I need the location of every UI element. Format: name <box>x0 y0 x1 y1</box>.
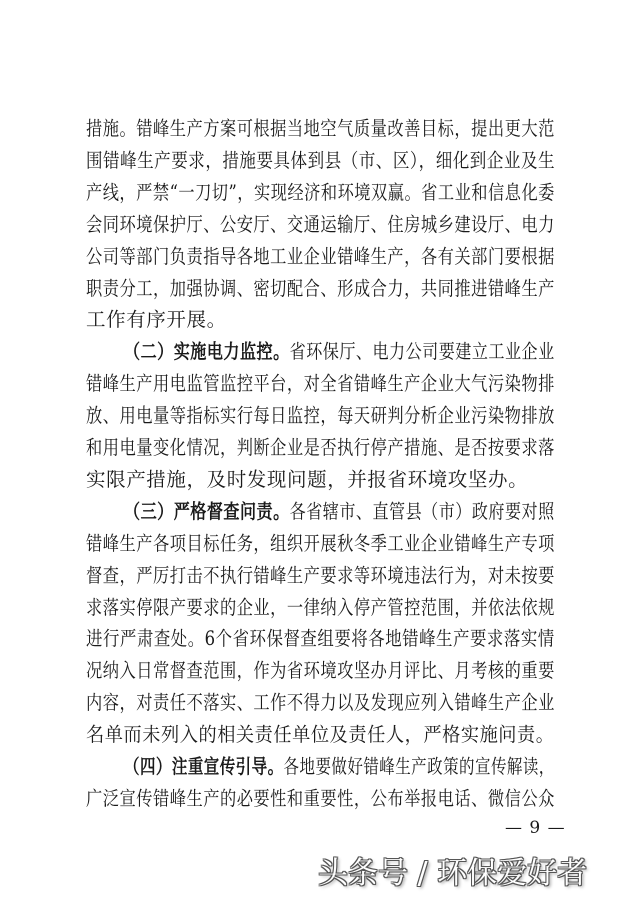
paragraph-line: 错峰生产各项目标任务，组织开展秋冬季工业企业错峰生产专项 <box>86 532 555 555</box>
paragraph-line: 和用电量变化情况，判断企业是否执行停产措施、是否按要求落 <box>86 436 555 459</box>
section-first-line <box>124 340 555 364</box>
section-first-line <box>124 500 555 524</box>
watermark-text: 头条号 / 环保爱好者 <box>318 856 588 891</box>
paragraph-line: 措施。错峰生产方案可根据当地空气质量改善目标，提出更大范 <box>86 117 555 140</box>
section-heading: （三）严格督查问责。 <box>124 500 290 523</box>
section-heading: （四）注重宣传引导。 <box>124 755 284 778</box>
paragraph-line: 名单而未列入的相关责任单位及责任人，严格实施问责。 <box>86 723 555 746</box>
paragraph-line: 况纳入日常督查范围，作为省环境攻坚办月评比、月考核的重要 <box>86 659 555 682</box>
paragraph-line: 实限产措施，及时发现问题，并报省环境攻坚办。 <box>86 468 529 491</box>
section-text: 省环保厅、电力公司要建立工业企业 <box>289 340 555 363</box>
paragraph-line: 广泛宣传错峰生产的必要性和重要性，公布举报电话、微信公众 <box>86 787 555 810</box>
paragraph-line: 放、用电量等指标实行每日监控，每天研判分析企业污染物排放 <box>86 404 555 427</box>
paragraph-line: 求落实停限产要求的企业，一律纳入停产管控范围，并依法依规 <box>86 596 555 619</box>
paragraph-line: 公司等部门负责指导各地工业企业错峰生产，各有关部门要根据 <box>86 245 555 268</box>
paragraph-line: 产线，严禁“一刀切”，实现经济和环境双赢。省工业和信息化委 <box>86 181 555 204</box>
paragraph-line: 错峰生产用电监管监控平台，对全省错峰生产企业大气污染物排 <box>86 372 555 395</box>
paragraph-line: 围错峰生产要求，措施要具体到县（市、区），细化到企业及生 <box>86 149 556 172</box>
section-text: 各省辖市、直管县（市）政府要对照 <box>289 500 555 523</box>
section-heading: （二）实施电力监控。 <box>124 340 290 363</box>
section-first-line <box>124 755 555 779</box>
paragraph-line: 职责分工，加强协调、密切配合、形成合力，共同推进错峰生产 <box>86 277 555 300</box>
paragraph-line: 内容，对责任不落实、工作不得力以及发现应列入错峰生产企业 <box>86 691 555 714</box>
page-number: — 9 — <box>505 818 566 838</box>
paragraph-line: 督查，严厉打击不执行错峰生产要求等环境违法行为，对未按要 <box>86 564 555 587</box>
section-text: 各地要做好错峰生产政策的宣传解读， <box>283 755 555 778</box>
paragraph-line: 进行严肃查处。6个省环保督查组要将各地错峰生产要求落实情 <box>86 627 555 650</box>
paragraph-line: 工作有序开展。 <box>86 308 227 331</box>
paragraph-line: 会同环境保护厅、公安厅、交通运输厅、住房城乡建设厅、电力 <box>86 213 555 236</box>
